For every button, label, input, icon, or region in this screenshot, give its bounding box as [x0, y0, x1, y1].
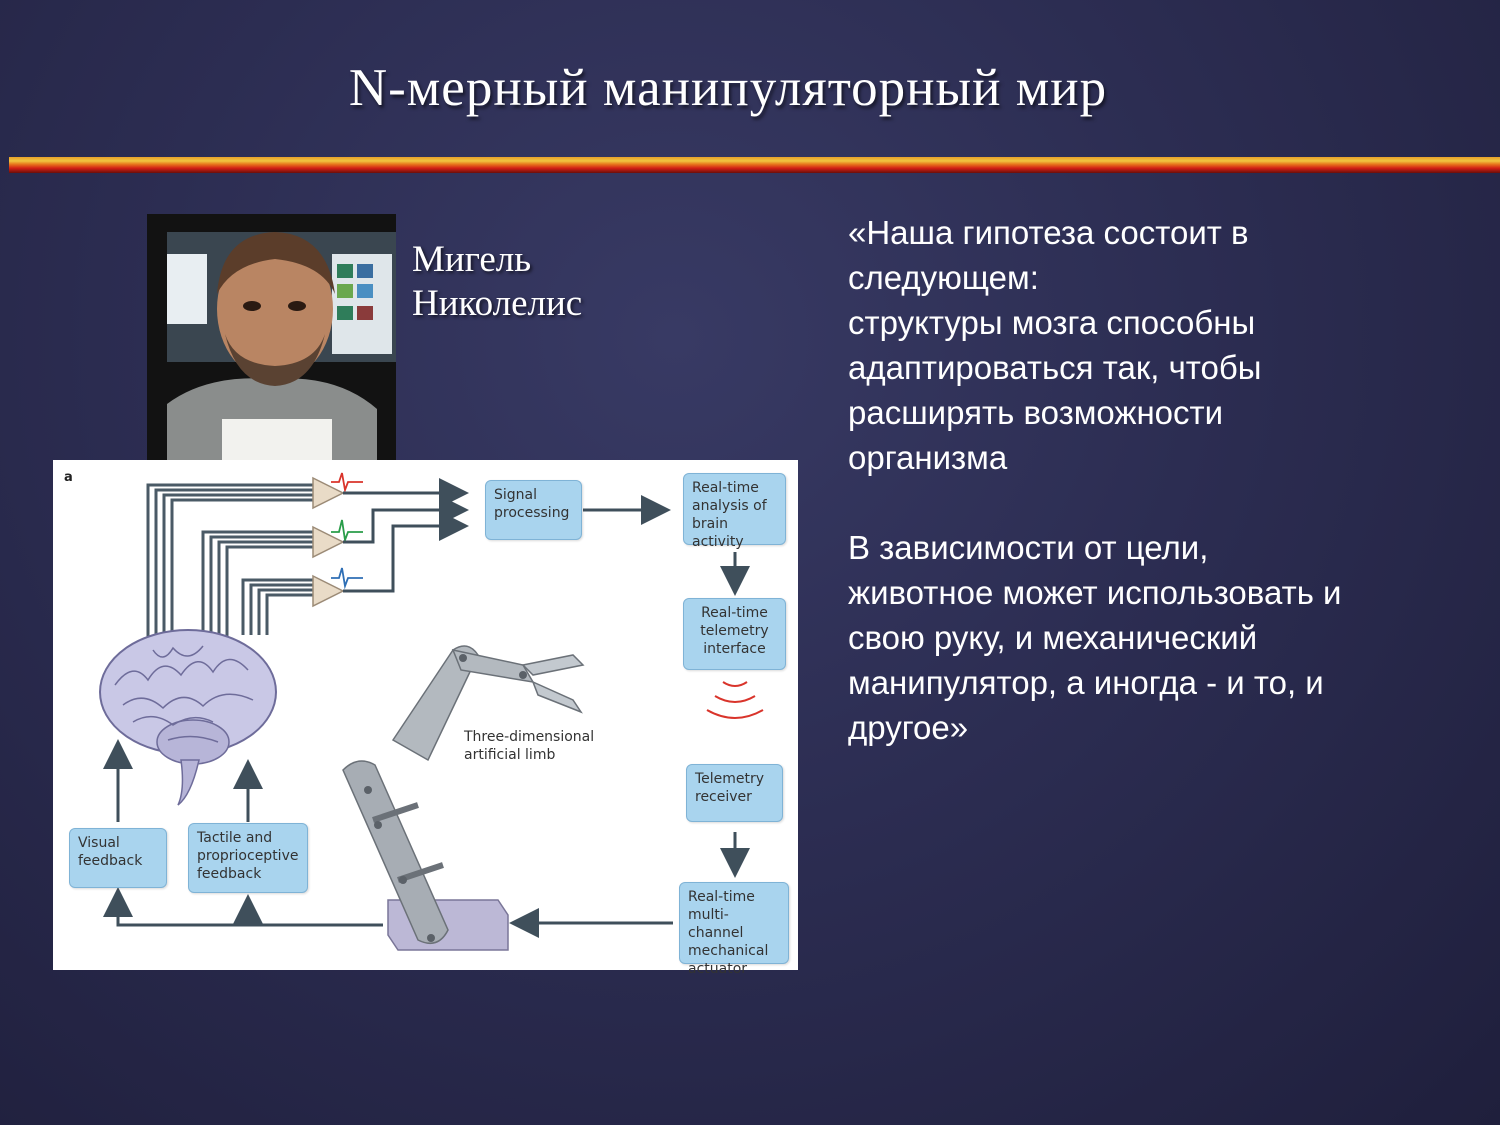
quote-line: манипулятор, а иногда - и то, и — [848, 664, 1324, 701]
portrait-illustration — [147, 214, 396, 462]
quote-line: расширять возможности — [848, 394, 1224, 431]
quote-line: структуры мозга способны — [848, 304, 1256, 341]
title-divider — [9, 157, 1500, 173]
mechanical-actuator-label: Real-time multi-channel mechanical actuator — [688, 889, 769, 977]
quote-text — [848, 210, 1488, 750]
person-name — [412, 238, 582, 326]
electrode-wires — [148, 485, 313, 650]
amplifiers — [313, 478, 343, 606]
telemetry-interface-box — [683, 598, 786, 670]
quote-line: следующем: — [848, 259, 1039, 296]
tactile-feedback-label: Tactile and proprioceptive feedback — [197, 830, 299, 882]
bmi-diagram — [53, 460, 798, 977]
slide-title: N-мерный манипуляторный мир — [348, 59, 1108, 117]
realtime-analysis-box — [683, 473, 786, 550]
artificial-limb-illustration — [343, 646, 583, 950]
quote-paragraph-gap — [848, 480, 1488, 525]
signal-processing-label: Signal processing — [494, 487, 570, 521]
quote-line: другое» — [848, 709, 969, 746]
signal-processing-box — [485, 480, 582, 540]
quote-line: организма — [848, 439, 1008, 476]
brain-illustration — [100, 630, 276, 805]
tactile-feedback-box — [188, 823, 308, 893]
artificial-limb-label: Three-dimensional artificial limb — [464, 729, 595, 763]
realtime-analysis-label: Real-time analysis of brain activity — [692, 480, 767, 550]
quote-line: животное может использовать и — [848, 574, 1342, 611]
mechanical-actuator-box — [679, 882, 789, 977]
telemetry-interface-label: Real-time telemetry interface — [700, 605, 769, 657]
telemetry-receiver-label: Telemetry receiver — [695, 771, 765, 805]
telemetry-receiver-box — [686, 764, 783, 822]
quote-line: В зависимости от цели, — [848, 529, 1209, 566]
portrait-photo — [147, 214, 396, 462]
quote-line: адаптироваться так, чтобы — [848, 349, 1262, 386]
quote-line: свою руку, и механический — [848, 619, 1258, 656]
person-last-name: Николелис — [412, 283, 583, 324]
quote-line: «Наша гипотеза состоит в — [848, 214, 1249, 251]
person-first-name: Мигель — [412, 239, 532, 280]
telemetry-waves — [707, 682, 763, 718]
visual-feedback-box — [69, 828, 167, 888]
panel-letter: a — [64, 470, 73, 485]
visual-feedback-label: Visual feedback — [78, 835, 143, 869]
